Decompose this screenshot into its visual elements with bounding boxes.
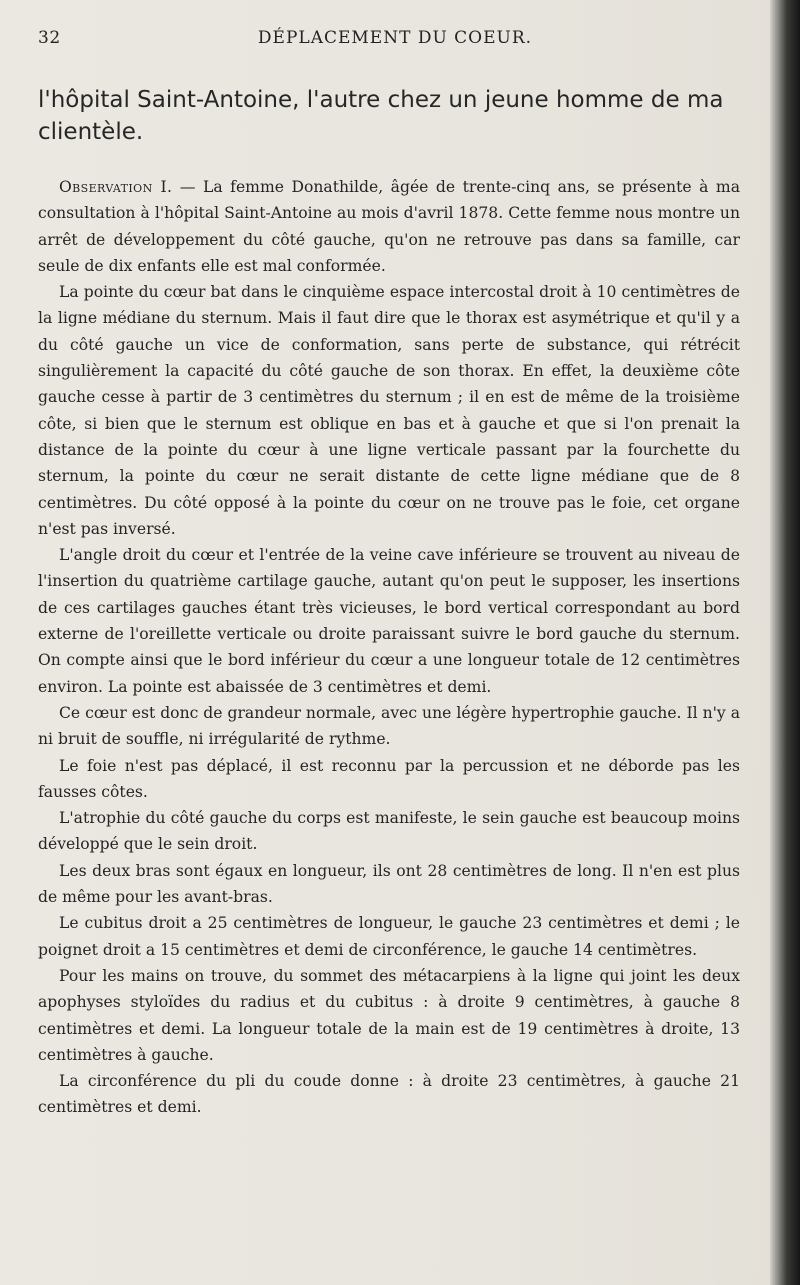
observation-paragraph-1-text: — La femme Donathilde, âgée de trente-cinq ans, se présente à ma consultation à l'hôpital Saint-Antoine au mois d'avril 1878. Cette femme nous montre un arrêt de développement du côté gauche, qu'on ne retrouve pas dans sa famille, car seule de dix enfants elle est mal conformée.: [38, 178, 740, 275]
observation-paragraph-1: [38, 174, 740, 279]
page-binding-edge: [770, 0, 800, 1285]
running-title: DÉPLACEMENT DU COEUR.: [257, 28, 533, 48]
observation-paragraph-8: Le cubitus droit a 25 centimètres de longueur, le gauche 23 centimètres et demi ; le poignet droit a 15 centimètres et demi de circonférence, le gauche 14 centimètres.: [38, 914, 740, 959]
page-header: [30, 28, 760, 52]
continued-paragraph: [38, 84, 738, 148]
observation-paragraph-6: L'atrophie du côté gauche du corps est manifeste, le sein gauche est beaucoup moins développé que le sein droit.: [38, 809, 740, 854]
observation-paragraph-7: Les deux bras sont égaux en longueur, ils ont 28 centimètres de long. Il n'en est plus de même pour les avant-bras.: [38, 861, 740, 907]
observation-label: Observation I.: [59, 178, 173, 196]
observation-paragraph-2: La pointe du cœur bat dans le cinquième espace intercostal droit à 10 centimètres de la ligne médiane du sternum. Mais il faut dire que le thorax est asymétrique et qu'il y a du côté gauche un vice de conformation, sans perte de substance, qui rétrécit singulièrement la capacité du côté gauche de son thorax. En effet, la deuxième côte gauche cesse à partir de 3 centimètres du sternum ; il en est de même de la troisième côte, si bien que le sternum est oblique en bas et à gauche et que si l'on prenait la distance de la pointe du cœur à une ligne verticale passant par la fourchette du sternum, la pointe du cœur ne serait distante de cette ligne médiane que de 8 centimètres. Du côté opposé à la pointe du cœur on ne trouve pas le foie, cet organe n'est pas inversé.: [38, 283, 740, 538]
observation-paragraph-10: La circonférence du pli du coude donne : à droite 23 centimètres, à gauche 21 centimètres et demi.: [38, 1072, 740, 1117]
observation-paragraph-9: Pour les mains on trouve, du sommet des métacarpiens à la ligne qui joint les deux apophyses styloïdes du radius et du cubitus : à droite 9 centimètres, à gauche 8 centimètres et demi. La longueur totale de la main est de 19 centimètres à droite, 13 centimètres à gauche.: [38, 966, 740, 1064]
observation-paragraph-3: L'angle droit du cœur et l'entrée de la veine cave inférieure se trouvent au niveau de l'insertion du quatrième cartilage gauche, autant qu'on peut le supposer, les insertions de ces cartilages gauches étant très vicieuses, le bord vertical correspondant au bord externe de l'oreillette verticale ou droite paraissant suivre le bord gauche du sternum. On compte ainsi que le bord inférieur du cœur a une longueur totale de 12 centimètres environ. La pointe est abaissée de 3 centimètres et demi.: [38, 546, 740, 696]
observation-body: [38, 174, 740, 1121]
lead-paragraph-text: l'hôpital Saint-Antoine, l'autre chez un jeune homme de ma clientèle.: [38, 87, 724, 145]
observation-paragraph-5: Le foie n'est pas déplacé, il est reconnu par la percussion et ne déborde pas les fausses côtes.: [38, 756, 740, 801]
page-number: 32: [38, 28, 61, 48]
observation-paragraph-4: Ce cœur est donc de grandeur normale, avec une légère hypertrophie gauche. Il n'y a ni bruit de souffle, ni irrégularité de rythme.: [38, 703, 740, 749]
